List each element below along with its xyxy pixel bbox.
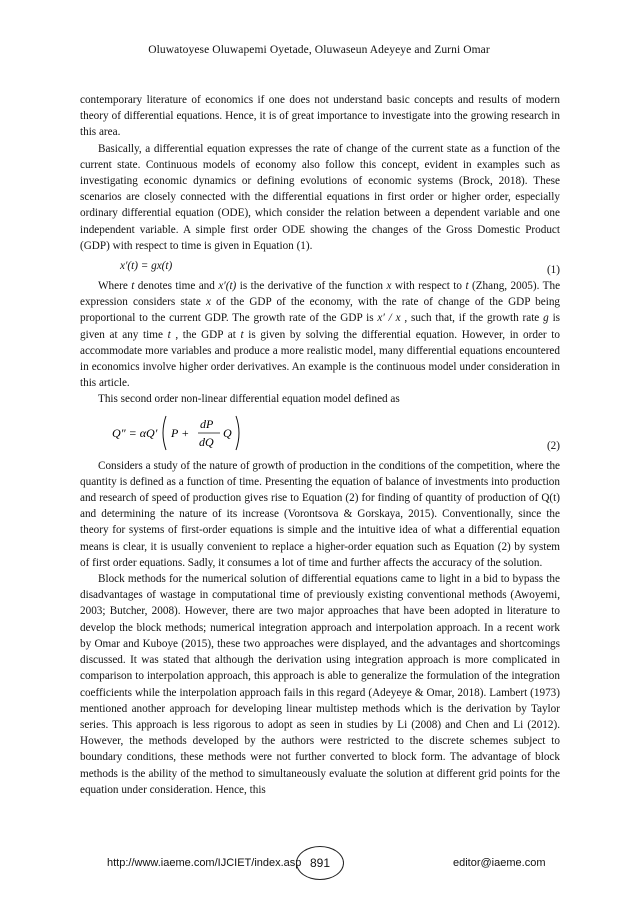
paragraph-1: contemporary literature of economics if one does not understand basic concepts and results of modern theory of differential equations. Hence, it is of great importance to investigate into the growing research in this area. [80,94,560,139]
equation-2-lhs: Q″ = αQ′ [112,425,158,440]
equation-2-frac-num: dP [200,416,214,431]
page-number: 891 [296,846,344,880]
paragraph-6: Block methods for the numerical solution of differential equations came to light in a bid to bypass the disadvantages of wastage in computational time of previously existing conventional methods (Awoyemi, 2003; Butcher, 2008). However, there are two major approaches that have been adopted in literature to develop the block methods; numerical integration approach and interpolation approach. In a recent work by Omar and Kuboye (2015), these two approaches were displayed, and the advantages and shortcomings discussed. It was stated that although the derivation using integration approach is more complicated in comparison to interpolation approach, this approach is able to generalize the formulation of the integration coefficients while the interpolation approach fails in this regard (Adeyeye & Omar, 2018). Lambert (1973) mentioned another approach for developing linear multistep methods which is the derivation by Taylor series. This approach is less rigorous to adopt as seen in studies by Li (2008) and Chen and Li (2012). However, the methods developed by the authors were restricted to the discrete schemes subject to boundary conditions, these methods were not further converted to block form. The advantage of block methods is the ability of the method to simultaneously evaluate the solution at different grid points for the equation under consideration. Hence, this [80,573,560,796]
equation-2-q: Q [223,425,232,440]
main-body [80,92,560,798]
right-paren [236,416,239,450]
paragraph-3: Where t denotes time and x′(t) is the derivative of the function x with respect to t (Zhang, 2005). The expression considers state x of the GDP of the economy, with the rate of change of the GDP being proportional to the current GDP. The growth rate of the GDP is x′ / x , such that, if the growth rate g is given at any time t , the GDP at t is given by solving the differential equation. However, in order to accommodate more variables and produce a more realistic model, many differential equations encountered in economics involve higher order derivatives. An example is the continuous model under consideration in this article. [80,280,561,390]
left-paren [163,416,166,450]
equation-1: x′(t) = gx(t) [120,260,173,273]
paragraph-5: Considers a study of the nature of growth of production in the conditions of the competition, where the quantity is defined as a function of time. Presenting the equation of balance of investments into production and research of speed of production gives rise to Equation (2) for finding of quantity of production of Q(t) and determining the nature of its increase (Vorontsova & Gorskaya, 2015). Conventionally, since the theory for systems of first-order equations is simple and the intuitive idea of what a differential equation means is clear, it is usually convenient to replace a higher-order equation such as Equation (2) by system of first order equations. Sadly, it consumes a lot of time and further affects the accuracy of the solution. [80,459,560,569]
equation-2-number: (2) [546,439,560,452]
running-header: Oluwatoyese Oluwapemi Oyetade, Oluwaseun Adeyeye and Zurni Omar [148,44,490,56]
editor-email-link[interactable]: editor@iaeme.com [453,857,546,869]
paragraph-2: Basically, a differential equation expresses the rate of change of the current state as a function of the current state. Continuous models of economy also follow this concept, evident in examples such as investigating economic dynamics or defining evolutions of economic systems (Brock, 2018). These scenarios are closely connected with the differential equations in first order or higher order, especially ordinary differential equation (ODE), which consider the relation between a dependent variable and one independent variable. A simple first order ODE showing the changes of the Gross Domestic Product (GDP) with respect to time is given in Equation (1). [80,142,560,252]
equation-1-row [80,254,560,278]
equation-1-number: (1) [546,264,560,277]
equation-2 [110,410,260,456]
journal-url-link[interactable]: http://www.iaeme.com/IJCIET/index.asp [107,857,302,869]
equation-2-frac-den: dQ [199,434,214,449]
equation-2-p-plus: P + [171,425,190,440]
equation-2-row [80,408,560,458]
page-footer [0,850,638,880]
paragraph-4: This second order non-linear differential equation model defined as [98,393,400,406]
